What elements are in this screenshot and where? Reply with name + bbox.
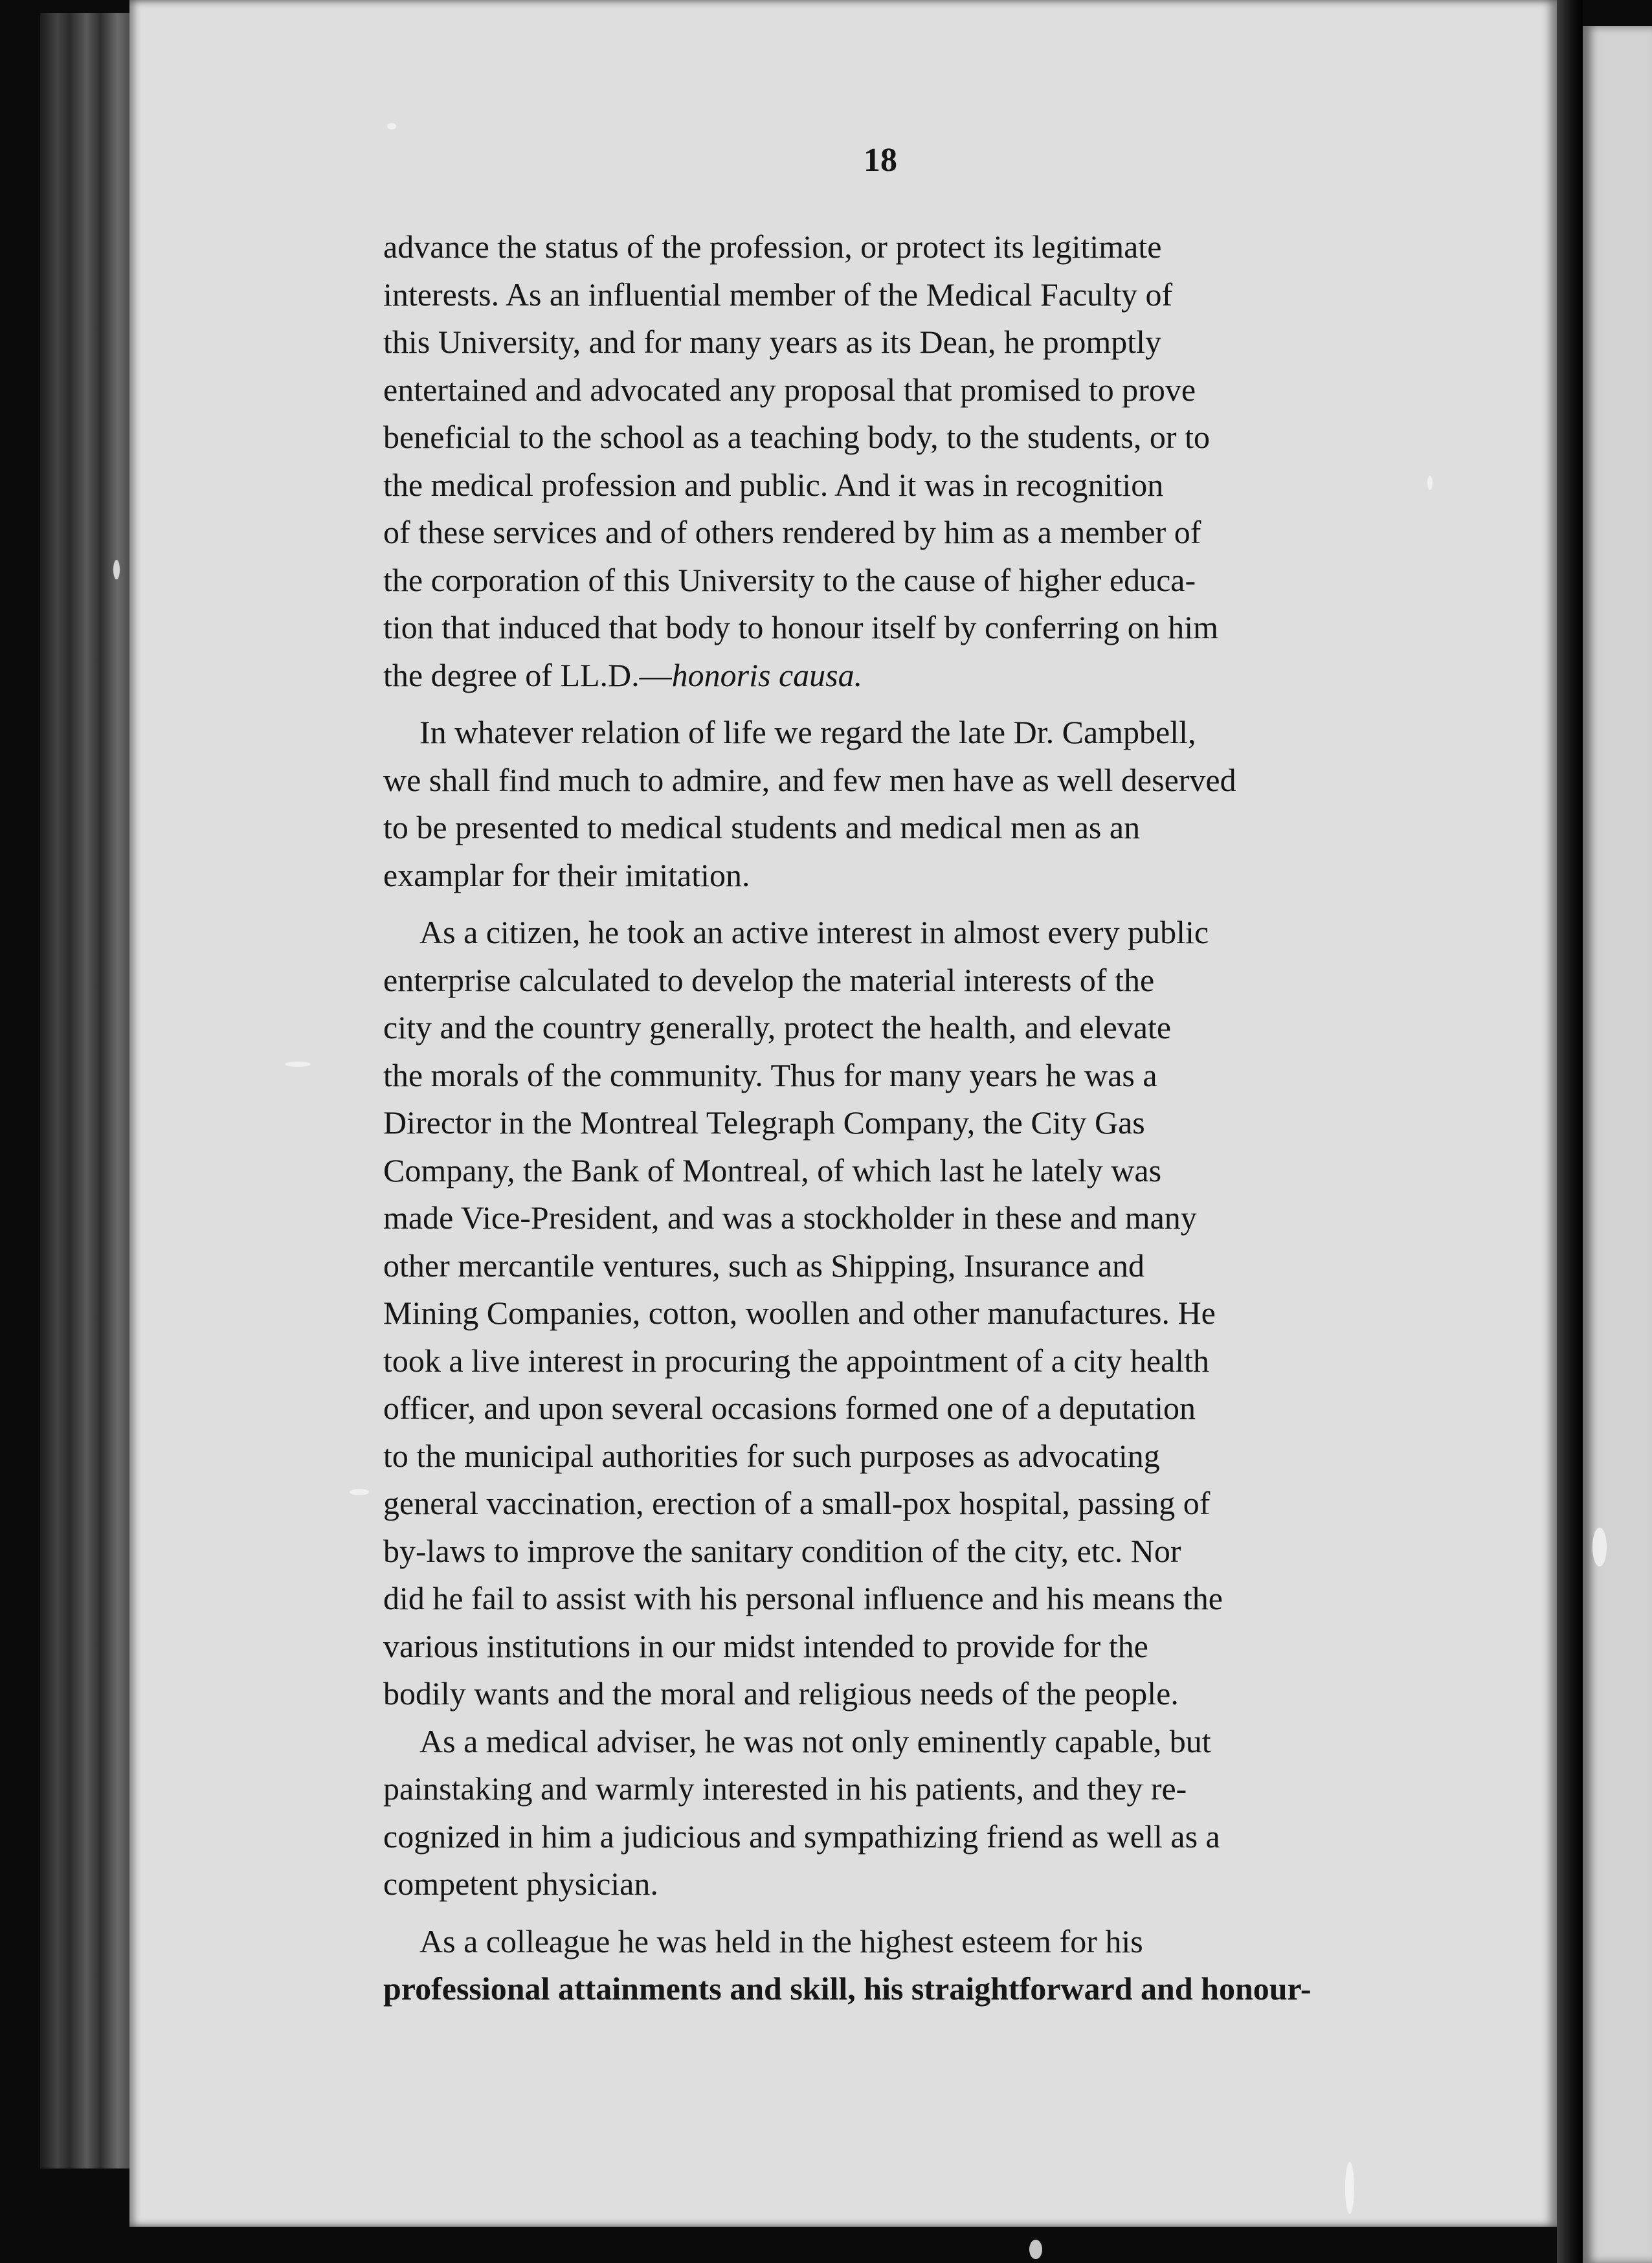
text-line: professional attainments and skill, his straightforward and honour- <box>383 1970 1312 2007</box>
paragraph-start-line: As a colleague he was held in the highest esteem for his <box>419 1923 1143 1959</box>
body-text <box>383 223 1387 2013</box>
text-line: examplar for their imitation. <box>383 856 750 893</box>
text-line: Mining Companies, cotton, woollen and other manufactures. He <box>383 1295 1216 1331</box>
text-line: painstaking and warmly interested in his patients, and they re- <box>383 1770 1187 1807</box>
facing-page-edge <box>1583 26 1652 2263</box>
text-line: competent physician. <box>383 1866 658 1902</box>
text-line: did he fail to assist with his personal influence and his means the <box>383 1580 1223 1616</box>
paragraph-start-line: As a citizen, he took an active interest in almost every public <box>419 914 1209 950</box>
text-line: this University, and for many years as its Dean, he promptly <box>383 324 1162 360</box>
text-line: the corporation of this University to the cause of higher educa- <box>383 561 1196 598</box>
page-number: 18 <box>864 142 897 179</box>
text-line: of these services and of others rendered by him as a member of <box>383 514 1201 550</box>
text-line: interests. As an influential member of the Medical Faculty of <box>383 276 1173 313</box>
text-line: tion that induced that body to honour itself by conferring on him <box>383 609 1219 645</box>
text-line: beneficial to the school as a teaching body, to the students, or to <box>383 419 1210 455</box>
scan-speck <box>1592 1528 1607 1566</box>
text-line: we shall find much to admire, and few men have as well deserved <box>383 761 1236 798</box>
degree-text: the degree of LL.D.— <box>383 656 672 693</box>
text-line: bodily wants and the moral and religious needs of the people. <box>383 1675 1179 1711</box>
text-line: made Vice-President, and was a stockholder in these and many <box>383 1199 1197 1236</box>
text-line: by-laws to improve the sanitary condition of the city, etc. Nor <box>383 1532 1181 1569</box>
text-line: Director in the Montreal Telegraph Company, the City Gas <box>383 1104 1145 1141</box>
book-gutter-shadow <box>1557 0 1583 2263</box>
text-line: advance the status of the profession, or protect its legitimate <box>383 229 1162 265</box>
paragraph-start-line: In whatever relation of life we regard the late Dr. Campbell, <box>419 714 1196 750</box>
text-line: Company, the Bank of Montreal, of which last he lately was <box>383 1152 1162 1188</box>
text-line: enterprise calculated to develop the material interests of the <box>383 961 1155 998</box>
text-line: to the municipal authorities for such purposes as advocating <box>383 1437 1160 1474</box>
scan-speck <box>1345 2162 1354 2214</box>
book-page-edges <box>40 13 137 2168</box>
text-line: the medical profession and public. And it was in recognition <box>383 466 1164 503</box>
text-line: took a live interest in procuring the appointment of a city health <box>383 1342 1210 1379</box>
paragraph-start-line: As a medical adviser, he was not only eminently capable, but <box>419 1722 1211 1759</box>
text-line: to be presented to medical students and medical men as an <box>383 809 1141 845</box>
text-line: the morals of the community. Thus for many years he was a <box>383 1056 1157 1093</box>
text-line: officer, and upon several occasions formed one of a deputation <box>383 1390 1196 1426</box>
scan-speck <box>1427 476 1433 490</box>
scan-speck <box>113 560 120 579</box>
latin-phrase: honoris causa. <box>671 656 863 693</box>
text-line: other mercantile ventures, such as Shipping, Insurance and <box>383 1247 1145 1284</box>
text-line <box>383 652 1387 700</box>
scan-speck <box>350 1489 369 1495</box>
scan-speck <box>1029 2240 1042 2259</box>
text-line: various institutions in our midst intended to provide for the <box>383 1627 1148 1664</box>
text-line: cognized in him a judicious and sympathizing friend as well as a <box>383 1818 1220 1855</box>
scan-speck <box>387 123 396 129</box>
scan-speck <box>285 1062 311 1067</box>
text-line: city and the country generally, protect the health, and elevate <box>383 1009 1172 1045</box>
text-line: entertained and advocated any proposal that promised to prove <box>383 371 1196 408</box>
text-line: general vaccination, erection of a small-pox hospital, passing of <box>383 1485 1211 1521</box>
